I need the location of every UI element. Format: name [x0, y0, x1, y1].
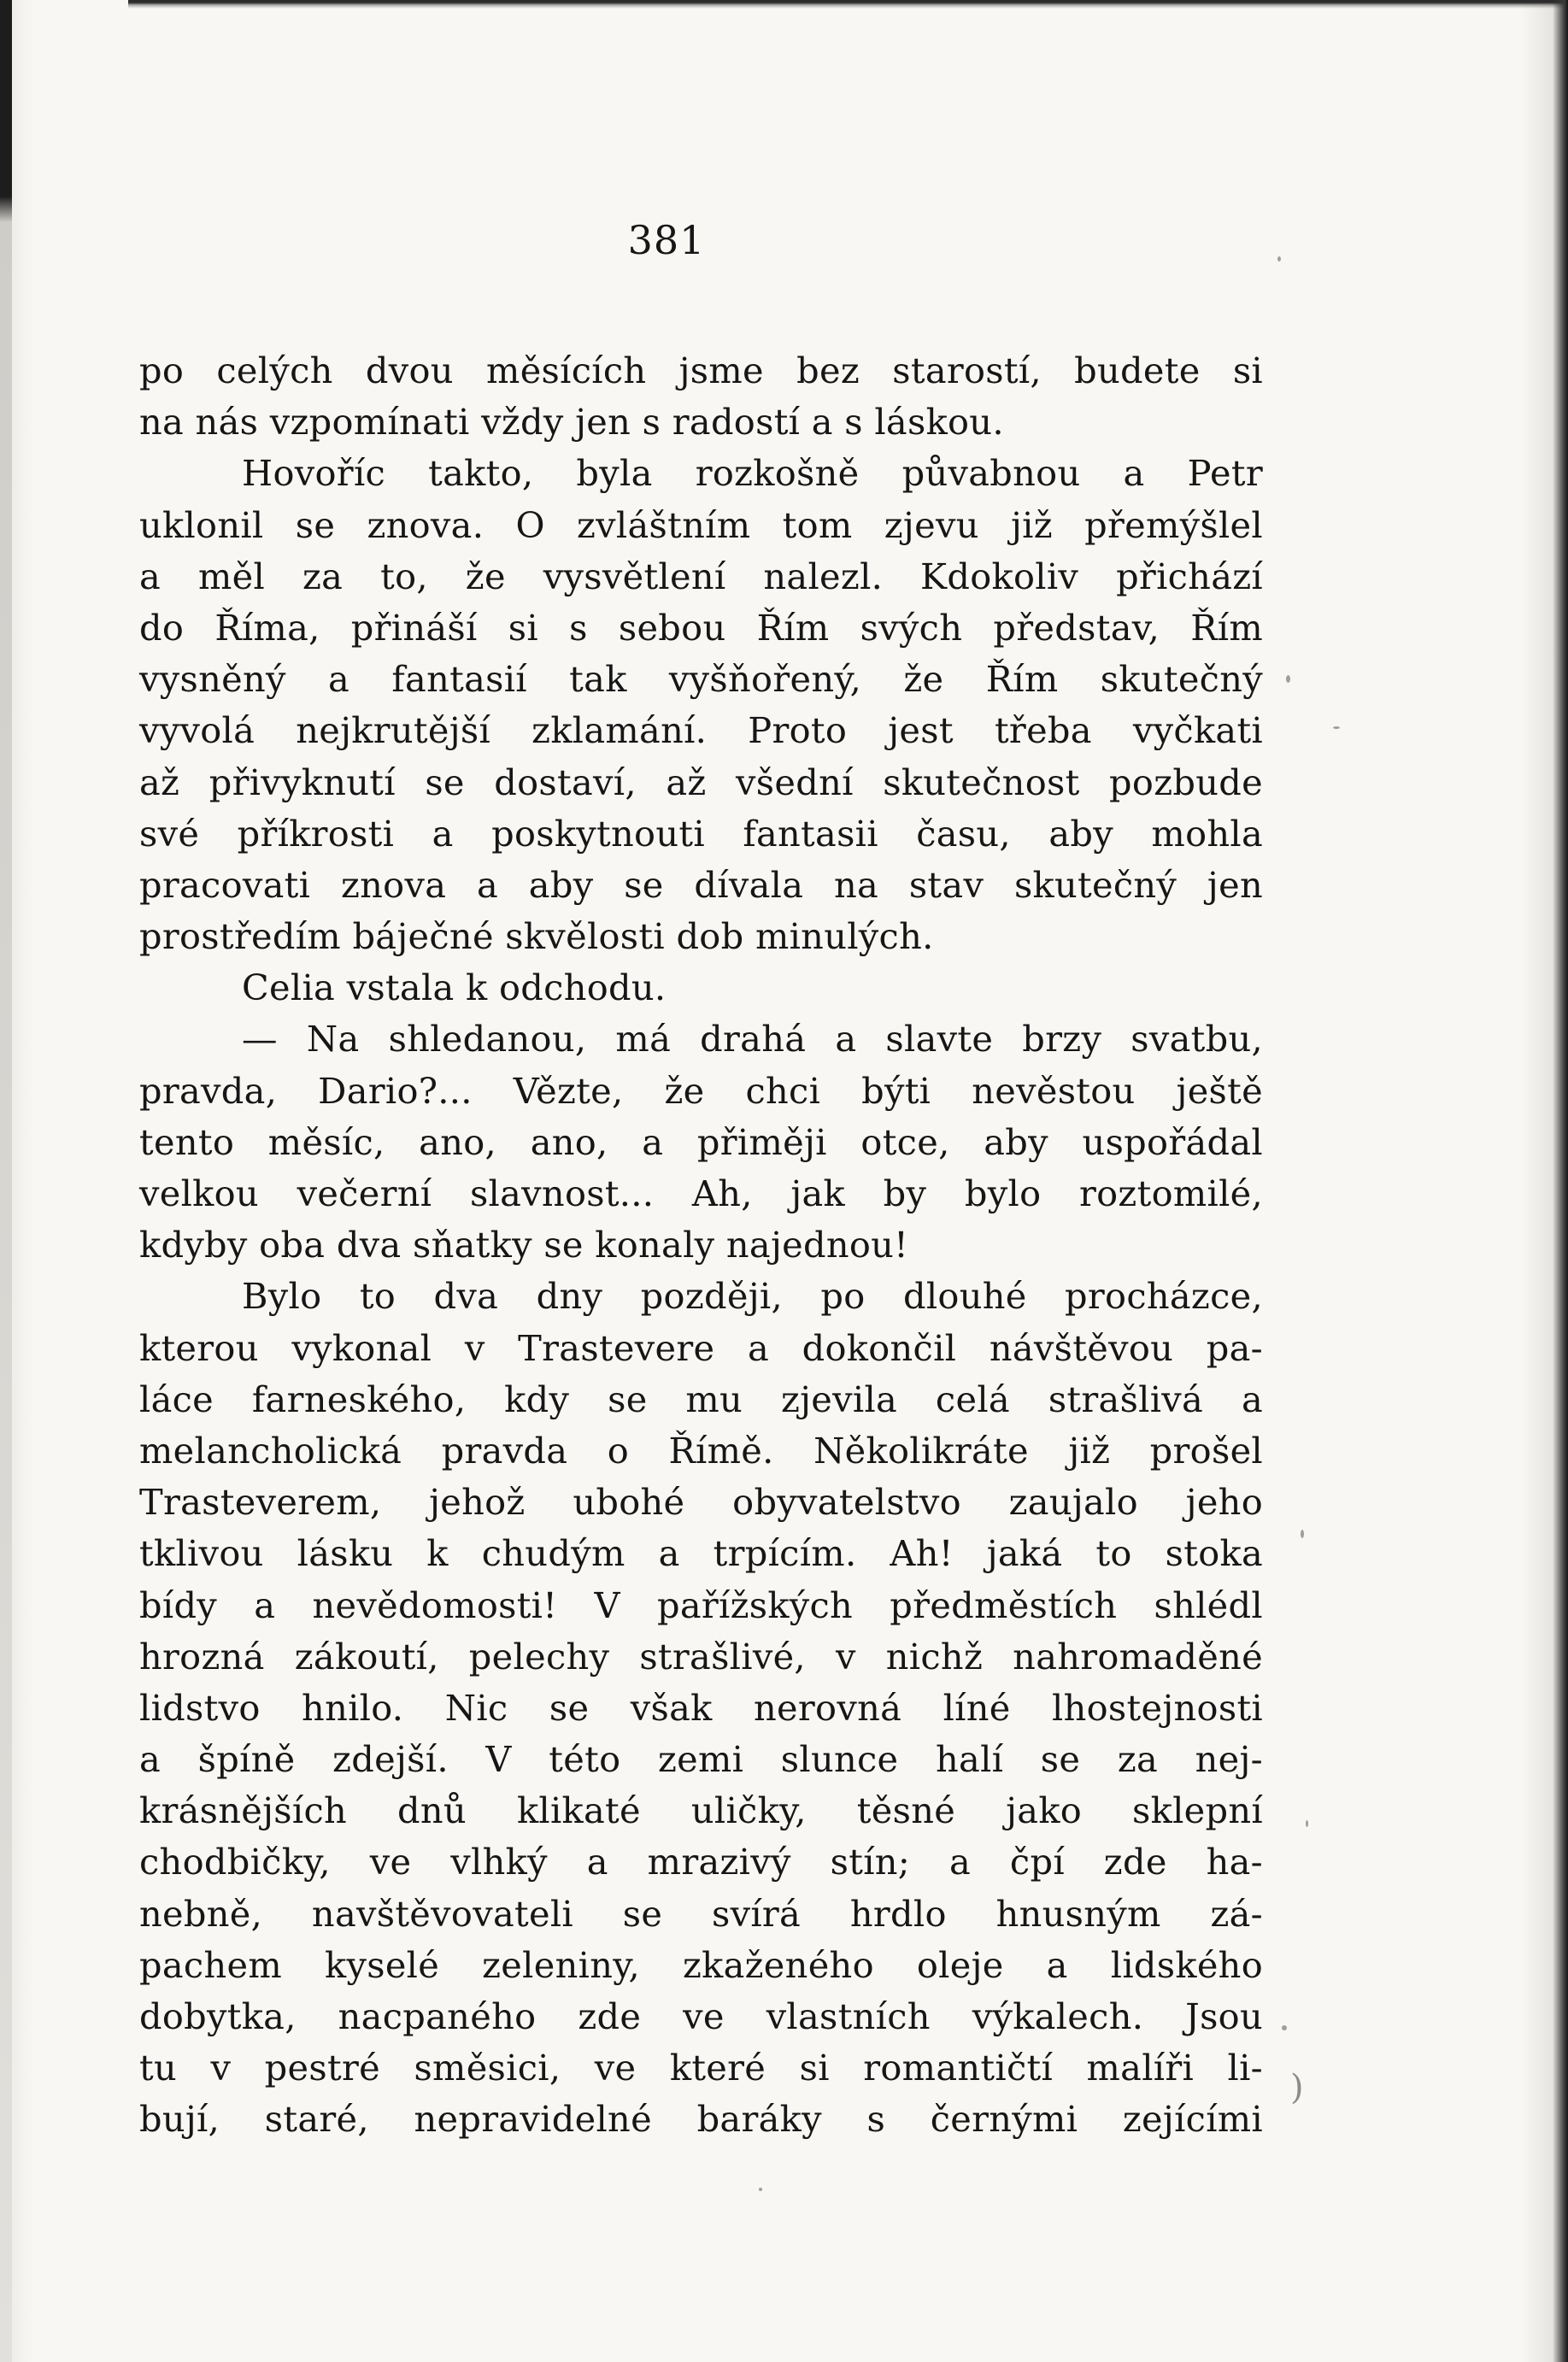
text-line: vyvolá nejkrutější zklamání. Proto jest třeba vyčkati: [139, 709, 1263, 752]
text-line: pravda, Dario?... Vězte, že chci býti nevěstou ještě: [139, 1069, 1263, 1112]
text-line: hrozná zákoutí, pelechy strašlivé, v nichž nahromaděné: [139, 1635, 1263, 1677]
text-line: krásnějších dnů klikaté uličky, těsné jako sklepní: [139, 1789, 1263, 1832]
paper-speck: [759, 2188, 762, 2191]
text-line: prostředím báječné skvělosti dob minulých.: [139, 915, 934, 958]
scan-right-edge: [1553, 0, 1568, 2362]
text-line: své příkrosti a poskytnouti fantasii času, aby mohla: [139, 812, 1263, 855]
text-line: tento měsíc, ano, ano, a přiměji otce, aby uspořádal: [139, 1120, 1263, 1163]
paper-speck: [1301, 1530, 1304, 1538]
text-line: vysněný a fantasií tak vyšňořený, že Řím skutečný: [139, 658, 1263, 701]
text-line: nebně, navštěvovateli se svírá hrdlo hnusným zá-: [139, 1892, 1263, 1935]
text-line: na nás vzpomínati vždy jen s radostí a s láskou.: [139, 401, 1004, 444]
text-line: pracovati znova a aby se dívala na stav skutečný jen: [139, 863, 1263, 906]
text-line: kdyby oba dva sňatky se konaly najednou!: [139, 1224, 909, 1266]
text-line: kterou vykonal v Trastevere a dokončil návštěvou pa-: [139, 1326, 1263, 1369]
text-line: tklivou lásku k chudým a trpícím. Ah! jaká to stoka: [139, 1532, 1263, 1575]
text-line: pachem kyselé zeleniny, zkaženého oleje a lidského: [139, 1943, 1263, 1986]
paper-speck: [1286, 675, 1290, 683]
text-line: bídy a nevědomosti! V pařížských předměstích shlédl: [139, 1583, 1263, 1626]
text-line: bují, staré, nepravidelné baráky s černými zejícími: [139, 2098, 1263, 2141]
text-line: a měl za to, že vysvětlení nalezl. Kdokoliv přichází: [139, 555, 1263, 597]
text-line: do Říma, přináší si s sebou Řím svých představ, Řím: [139, 606, 1263, 649]
text-line: dobytka, nacpaného zde ve vlastních výkalech. Jsou: [139, 1995, 1263, 2037]
paragraph-start-line: Celia vstala k odchodu.: [242, 967, 667, 1009]
text-line: Trasteverem, jehož ubohé obyvatelstvo zaujalo jeho: [139, 1481, 1263, 1524]
text-line: láce farneského, kdy se mu zjevila celá strašlivá a: [139, 1378, 1263, 1420]
paper-speck: [1282, 2025, 1287, 2030]
paragraph-start-line: Hovoříc takto, byla rozkošně půvabnou a Petr: [242, 452, 1263, 495]
text-line: po celých dvou měsících jsme bez starostí, budete si: [139, 350, 1263, 391]
margin-bracket-mark: ): [1290, 2068, 1304, 2107]
text-line: lidstvo hnilo. Nic se však nerovná líné lhostejnosti: [139, 1686, 1263, 1729]
text-line: a špíně zdejší. V této zemi slunce halí se za nej-: [139, 1738, 1263, 1781]
body-text: [139, 345, 1263, 2146]
text-line: uklonil se znova. O zvláštním tom zjevu již přemýšlel: [139, 503, 1263, 546]
paper-speck: [1333, 726, 1340, 729]
paper-speck: [1306, 1820, 1308, 1827]
text-line: až přivyknutí se dostaví, až všední skutečnost pozbude: [139, 761, 1263, 803]
scan-left-edge: [0, 0, 12, 2362]
text-line: chodbičky, ve vlhký a mrazivý stín; a čpí zde ha-: [139, 1841, 1263, 1883]
paper-speck: [1277, 256, 1281, 261]
text-line: melancholická pravda o Římě. Několikráte již prošel: [139, 1429, 1263, 1472]
paragraph-start-line: Bylo to dva dny později, po dlouhé procházce,: [242, 1275, 1263, 1318]
text-line: tu v pestré směsici, ve které si romantičtí malíři li-: [139, 2047, 1263, 2089]
page-number: 381: [627, 217, 706, 263]
text-line: velkou večerní slavnost... Ah, jak by bylo roztomilé,: [139, 1172, 1263, 1214]
scan-top-edge: [128, 0, 1568, 9]
dialogue-line: — Na shledanou, má drahá a slavte brzy svatbu,: [242, 1018, 1263, 1061]
